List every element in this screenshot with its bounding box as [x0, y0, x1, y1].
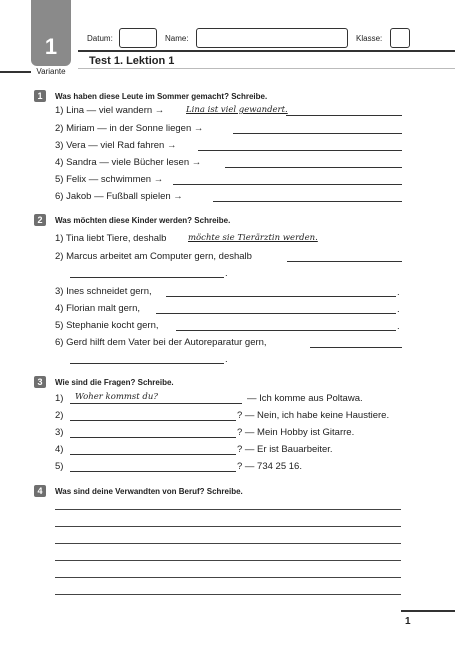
- answer-line[interactable]: [176, 320, 396, 331]
- datum-label: Datum:: [87, 34, 113, 43]
- answer-line[interactable]: [213, 191, 402, 202]
- task-instruction: Was haben diese Leute im Sommer gemacht? Schreibe.: [55, 92, 268, 101]
- example-answer: Lina ist viel gewandert.: [186, 105, 288, 115]
- answer-line[interactable]: [287, 251, 402, 262]
- sentence-period: .: [225, 268, 228, 279]
- exercise-prompt: 4) Florian malt gern,: [55, 303, 141, 314]
- datum-field[interactable]: [119, 28, 157, 48]
- sentence-period: .: [225, 354, 228, 365]
- writing-line[interactable]: [55, 560, 401, 561]
- answer-line[interactable]: [70, 353, 224, 364]
- answer-line[interactable]: [173, 174, 402, 185]
- exercise-prompt: 3) Ines schneidet gern,: [55, 286, 152, 297]
- task-number-badge: 4: [34, 485, 46, 497]
- exercise-prompt: 1) Lina — viel wandern →: [55, 105, 165, 116]
- answer-line[interactable]: [70, 461, 236, 472]
- answer-line[interactable]: [70, 427, 236, 438]
- example-answer: Woher kommst du?: [75, 392, 158, 402]
- example-answer: möchte sie Tierärztin werden.: [188, 233, 318, 243]
- name-label: Name:: [165, 34, 189, 43]
- variant-label: Variante: [36, 67, 66, 76]
- task-instruction: Wie sind die Fragen? Schreibe.: [55, 378, 174, 387]
- reply-text: ? — Mein Hobby ist Gitarre.: [237, 427, 355, 438]
- answer-line[interactable]: [70, 267, 224, 278]
- task-instruction: Was möchten diese Kinder werden? Schreibe.: [55, 216, 231, 225]
- answer-line[interactable]: [198, 140, 402, 151]
- question-number: 3): [55, 427, 64, 438]
- answer-line[interactable]: [310, 337, 402, 348]
- writing-line[interactable]: [55, 543, 401, 544]
- left-rule: [0, 71, 31, 73]
- exercise-prompt: 2) Miriam — in der Sonne liegen →: [55, 123, 204, 134]
- title-rule: [78, 68, 455, 69]
- answer-line[interactable]: [286, 105, 402, 116]
- footer-rule: [401, 610, 455, 612]
- task-instruction: Was sind deine Verwandten von Beruf? Schreibe.: [55, 487, 243, 496]
- reply-text: ? — Nein, ich habe keine Haustiere.: [237, 410, 390, 421]
- exercise-prompt: 2) Marcus arbeitet am Computer gern, deshalb: [55, 251, 252, 262]
- exercise-prompt: 5) Stephanie kocht gern,: [55, 320, 159, 331]
- klasse-label: Klasse:: [356, 34, 383, 43]
- writing-line[interactable]: [55, 526, 401, 527]
- reply-text: — Ich komme aus Poltawa.: [247, 393, 363, 404]
- writing-line[interactable]: [55, 509, 401, 510]
- test-title: Test 1. Lektion 1: [89, 55, 175, 67]
- exercise-prompt: 6) Jakob — Fußball spielen →: [55, 191, 183, 202]
- name-field[interactable]: [196, 28, 348, 48]
- header-rule: [78, 50, 455, 52]
- answer-line[interactable]: [156, 303, 396, 314]
- exercise-prompt: 6) Gerd hilft dem Vater bei der Autoreparatur gern,: [55, 337, 267, 348]
- reply-text: ? — 734 25 16.: [237, 461, 302, 472]
- klasse-field[interactable]: [390, 28, 410, 48]
- task-number-badge: 2: [34, 214, 46, 226]
- task-number-badge: 1: [34, 90, 46, 102]
- writing-line[interactable]: [55, 594, 401, 595]
- exercise-prompt: 3) Vera — viel Rad fahren →: [55, 140, 177, 151]
- answer-line[interactable]: [233, 123, 402, 134]
- page-number: 1: [405, 616, 411, 627]
- answer-line[interactable]: [70, 444, 236, 455]
- question-number: 1): [55, 393, 64, 404]
- question-number: 2): [55, 410, 64, 421]
- answer-line[interactable]: [70, 410, 236, 421]
- answer-line[interactable]: [166, 286, 396, 297]
- sentence-period: .: [397, 321, 400, 332]
- task-number-badge: 3: [34, 376, 46, 388]
- sentence-period: .: [397, 304, 400, 315]
- exercise-prompt: 1) Tina liebt Tiere, deshalb: [55, 233, 167, 244]
- sentence-period: .: [397, 287, 400, 298]
- exercise-prompt: 4) Sandra — viele Bücher lesen →: [55, 157, 202, 168]
- question-number: 5): [55, 461, 64, 472]
- exercise-prompt: 5) Felix — schwimmen →: [55, 174, 164, 185]
- writing-line[interactable]: [55, 577, 401, 578]
- question-number: 4): [55, 444, 64, 455]
- reply-text: ? — Er ist Bauarbeiter.: [237, 444, 333, 455]
- variant-number: 1: [44, 34, 58, 59]
- answer-line[interactable]: [225, 157, 402, 168]
